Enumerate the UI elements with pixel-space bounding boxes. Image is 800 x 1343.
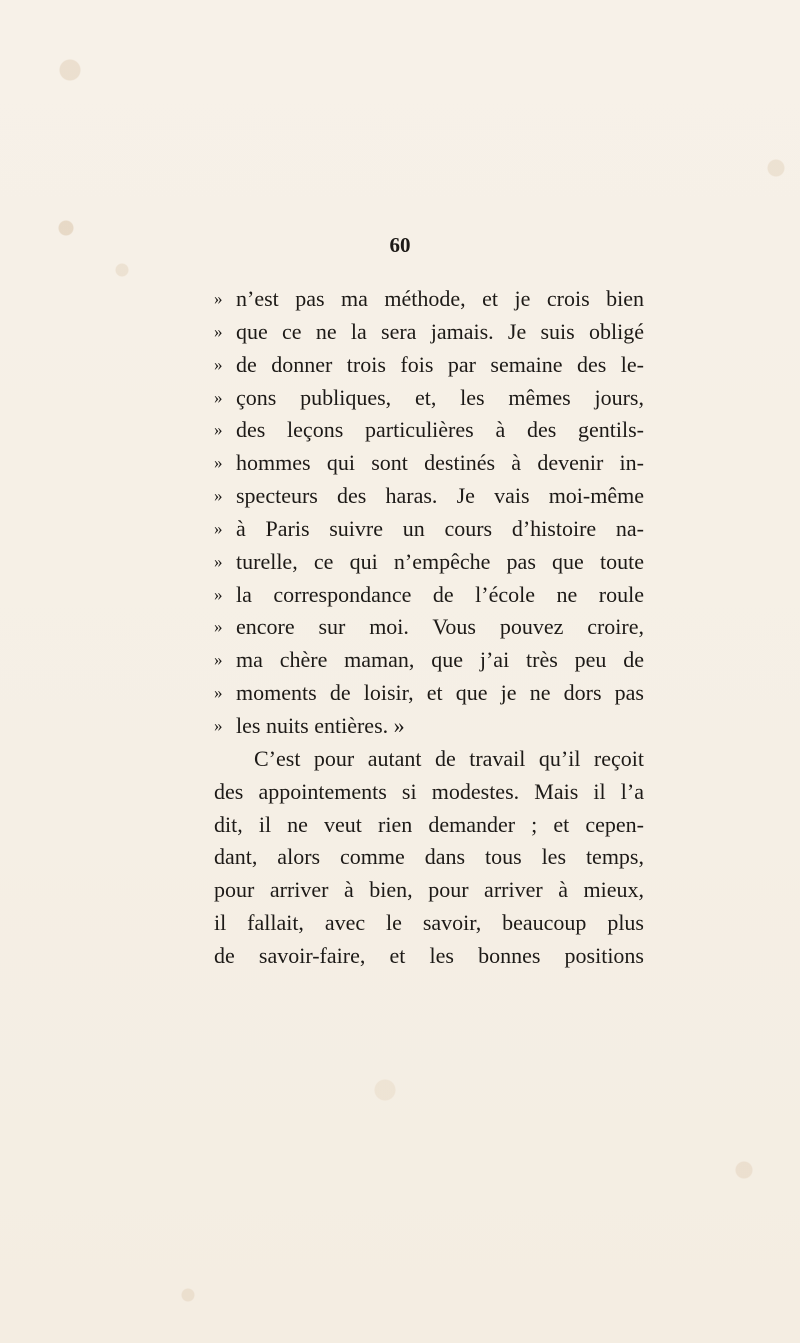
quoted-text-line: » turelle, ce qui n’empêche pas que toute xyxy=(214,546,644,579)
quoted-text-line: » ma chère maman, que j’ai très peu de xyxy=(214,644,644,677)
page-number: 60 xyxy=(389,233,411,257)
quoted-text-line: » hommes qui sont destinés à devenir in- xyxy=(214,447,644,480)
body-text xyxy=(214,283,644,973)
text-line: dant, alors comme dans tous les temps, xyxy=(214,844,644,870)
quoted-text-line: » des leçons particulières à des gentils- xyxy=(214,414,644,447)
text-line: des appointements si modestes. Mais il l’a xyxy=(214,778,644,804)
text-line: dit, il ne veut rien demander ; et cepen- xyxy=(214,811,644,837)
quoted-text-line: » de donner trois fois par semaine des le- xyxy=(214,349,644,382)
quoted-text-line: » specteurs des haras. Je vais moi-même xyxy=(214,480,644,513)
text-line: pour arriver à bien, pour arriver à mieux, xyxy=(214,877,644,903)
quoted-text-line: » les nuits entières. » xyxy=(214,710,644,743)
quoted-text-line: » çons publiques, et, les mêmes jours, xyxy=(214,382,644,415)
quoted-text-line: » encore sur moi. Vous pouvez croire, xyxy=(214,611,644,644)
quoted-text-line: » que ce ne la sera jamais. Je suis obligé xyxy=(214,316,644,349)
text-line: il fallait, avec le savoir, beaucoup plus xyxy=(214,910,644,936)
quoted-text-line: » à Paris suivre un cours d’histoire na- xyxy=(214,513,644,546)
quoted-text-line: » n’est pas ma méthode, et je crois bien xyxy=(214,283,644,316)
quoted-text-line: » la correspondance de l’école ne roule xyxy=(214,579,644,612)
text-line: C’est pour autant de travail qu’il reçoit xyxy=(254,745,644,771)
text-line: de savoir-faire, et les bonnes positions xyxy=(214,942,644,968)
quoted-text-line: » moments de loisir, et que je ne dors pas xyxy=(214,677,644,710)
